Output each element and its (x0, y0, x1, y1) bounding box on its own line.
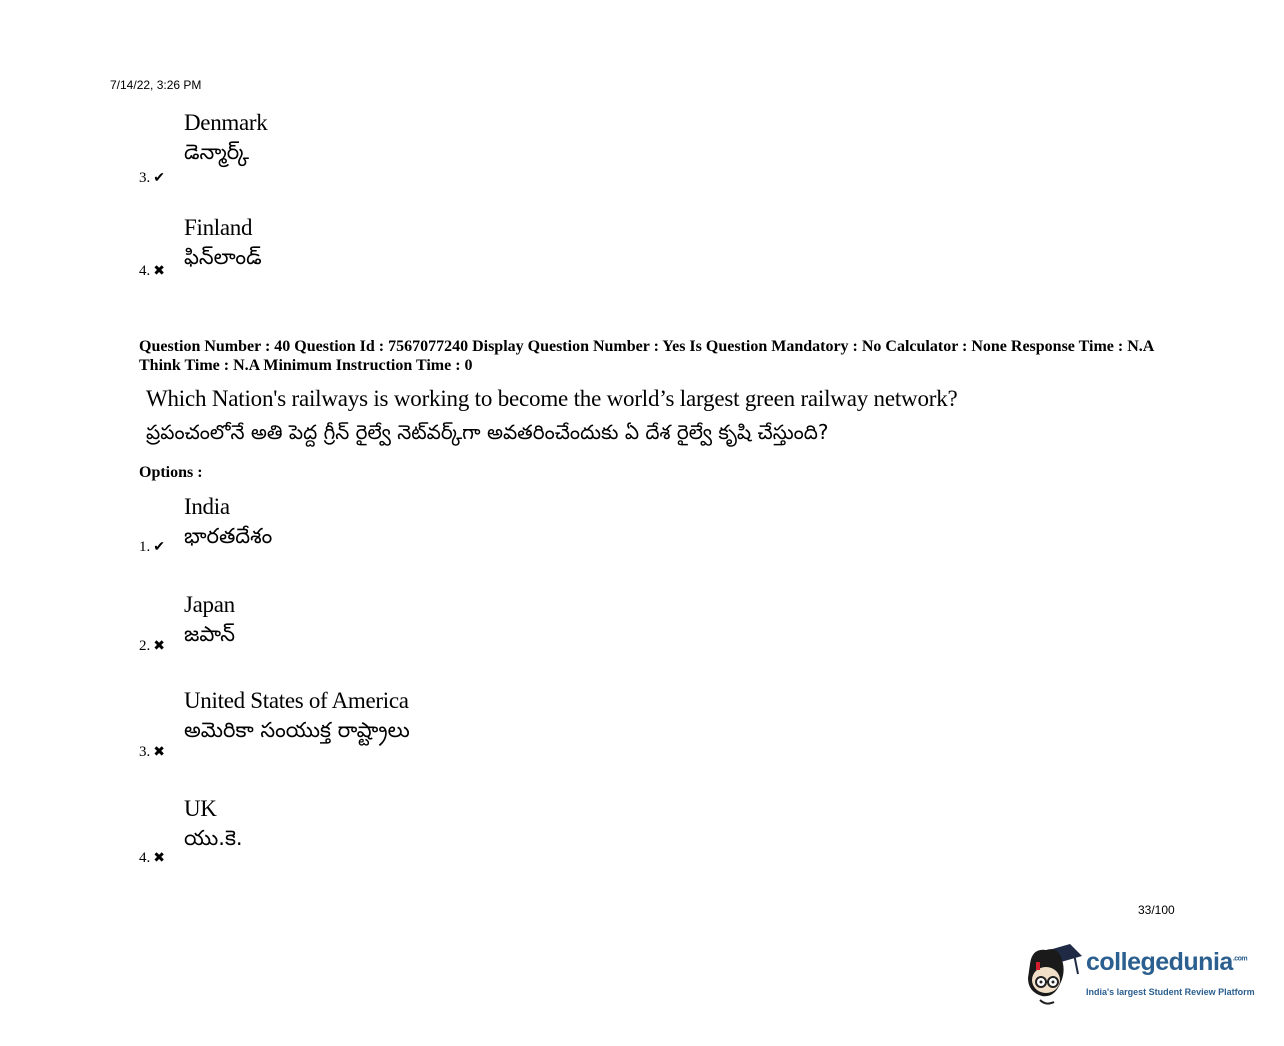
option-number: 2. ✖ (139, 638, 165, 654)
option-english: Finland (184, 215, 253, 240)
question-text-telugu: ప్రపంచంలోనే అతి పెద్ద గ్రీన్ రైల్వే నెట్‌వర్క్‌గా అవతరించేందుకు ఏ దేశ రైల్వే కృషి చేస్తుంది? (146, 420, 829, 444)
wrong-cross-icon: ✖ (153, 264, 165, 279)
option-telugu: ఫిన్‌లాండ్ (184, 245, 262, 269)
option-english: UK (184, 796, 217, 821)
option-telugu: జపాన్ (184, 622, 235, 646)
option-telugu: డెన్మార్క్ (184, 140, 250, 164)
option-telugu: భారతదేశం (184, 524, 273, 548)
options-label: Options : (139, 464, 203, 481)
wrong-cross-icon: ✖ (153, 639, 165, 654)
print-timestamp: 7/14/22, 3:26 PM (110, 78, 202, 92)
option-telugu: అమెరికా సంయుక్త రాష్ట్రాలు (184, 718, 410, 742)
wrong-cross-icon: ✖ (153, 745, 165, 760)
option-english: United States of America (184, 688, 409, 713)
option-number: 4. ✖ (139, 850, 165, 866)
correct-check-icon: ✔ (153, 171, 165, 186)
mascot-icon (1024, 940, 1084, 1010)
option-number: 1. ✔ (139, 539, 165, 555)
question-meta: Question Number : 40 Question Id : 7567077240 Display Question Number : Yes Is Question Mandatory : No Calculator : None Response Time : N.A Think Time : N.A Minimum Instruction Time : 0 (139, 338, 1154, 374)
option-telugu: యు.కె. (184, 826, 243, 850)
option-number: 3. ✖ (139, 744, 165, 760)
logo-tagline: India's largest Student Review Platform (1086, 987, 1255, 997)
question-text-english: Which Nation's railways is working to become the world’s largest green railway network? (146, 386, 958, 411)
logo-wordmark: collegedunia$^{.com}$ (1086, 948, 1248, 976)
wrong-cross-icon: ✖ (153, 851, 165, 866)
option-number: 4. ✖ (139, 263, 165, 279)
option-english: Japan (184, 592, 235, 617)
collegedunia-logo (1024, 940, 1264, 1010)
option-number: 3. ✔ (139, 170, 165, 186)
correct-check-icon: ✔ (153, 540, 165, 555)
option-english: Denmark (184, 110, 268, 135)
option-english: India (184, 494, 230, 519)
page-number: 33/100 (1138, 903, 1175, 917)
